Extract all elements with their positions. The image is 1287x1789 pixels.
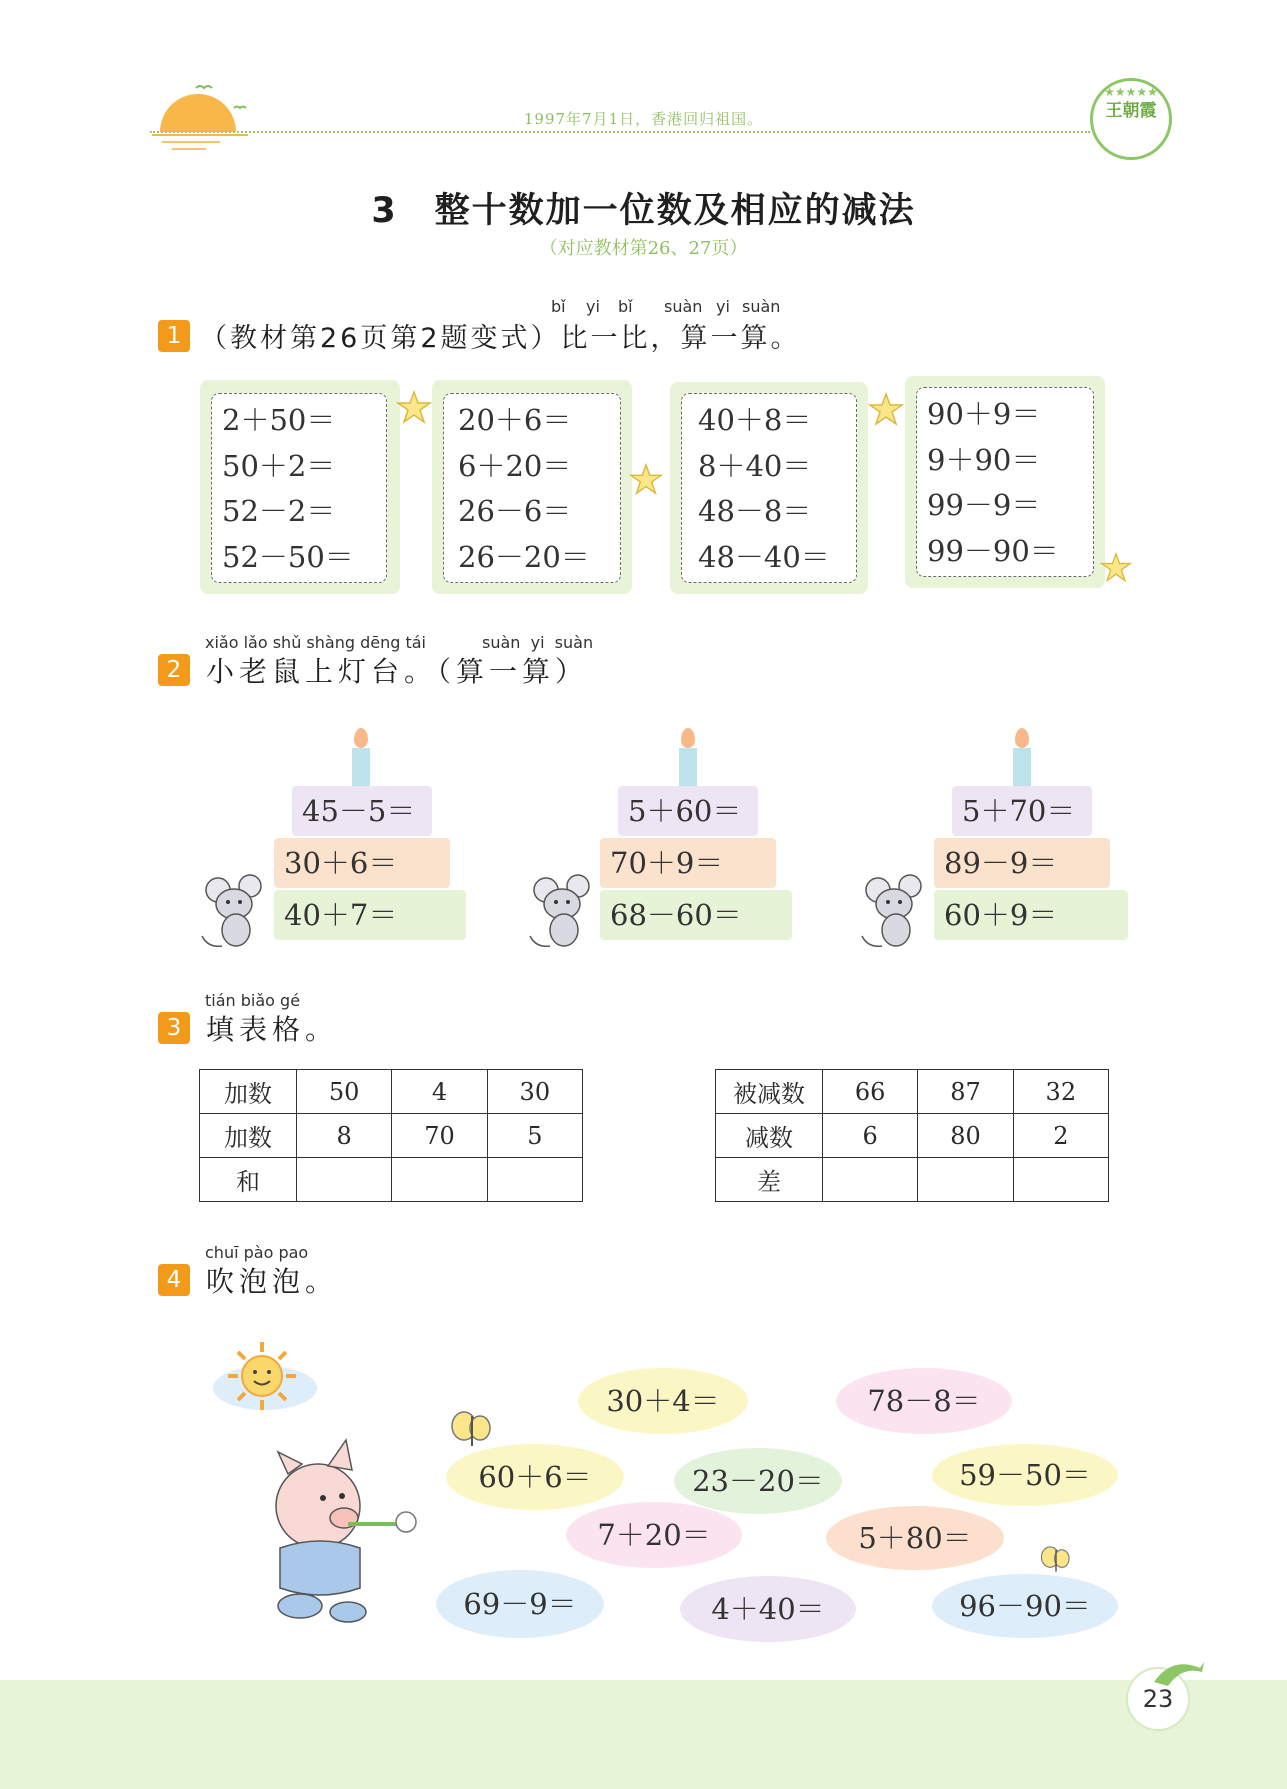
tower-tier: 5＋60＝ xyxy=(618,786,758,836)
equation: 6＋20＝ xyxy=(458,448,572,483)
equation: 2＋50＝ xyxy=(222,403,336,437)
table-cell: 5 xyxy=(487,1114,582,1158)
table-row xyxy=(716,1114,1109,1158)
butterfly-icon xyxy=(1040,1545,1072,1575)
question-number-badge: 2 xyxy=(158,654,190,686)
tower-tier: 70＋9＝ xyxy=(600,838,776,888)
table-row xyxy=(200,1158,583,1202)
q3-pinyin: tián biǎo gé xyxy=(205,991,301,1010)
equation: 20＋6＝ xyxy=(458,403,572,437)
pig-icon xyxy=(248,1436,418,1636)
candle-icon xyxy=(352,748,370,786)
question-number-badge: 4 xyxy=(158,1264,190,1296)
equation: 26－6＝ xyxy=(458,494,572,528)
table-cell: 6 xyxy=(823,1114,918,1158)
equation: 99－9＝ xyxy=(927,488,1041,522)
star-icon xyxy=(396,390,432,426)
butterfly-icon xyxy=(450,1410,494,1450)
footer-band xyxy=(0,1680,1287,1789)
table-row xyxy=(716,1158,1109,1202)
header-banner-text: 1997年7月1日，香港回归祖国。 xyxy=(523,110,764,128)
table-row xyxy=(716,1070,1109,1114)
candle-flame-icon xyxy=(354,728,368,748)
tower-tier: 45－5＝ xyxy=(292,786,432,836)
bubble: 78－8＝ xyxy=(836,1368,1012,1434)
bubble: 30＋4＝ xyxy=(578,1368,748,1434)
row-label: 减数 xyxy=(716,1114,823,1158)
page-number: 23 xyxy=(1126,1667,1190,1731)
table-cell: 30 xyxy=(487,1070,582,1114)
bubble: 23－20＝ xyxy=(674,1448,842,1514)
question-1-text: （教材第26页第2题变式）比一比，算一算。 xyxy=(200,323,801,354)
equation: 90＋9＝ xyxy=(927,397,1041,431)
question-number-badge: 1 xyxy=(158,320,190,352)
tower-tier: 5＋70＝ xyxy=(952,786,1092,836)
equation: 52－50＝ xyxy=(222,539,354,574)
candle-flame-icon xyxy=(681,728,695,748)
answer-cell[interactable] xyxy=(392,1158,487,1202)
q2-pinyin: suàn yi suàn xyxy=(482,633,594,652)
answer-cell[interactable] xyxy=(823,1158,918,1202)
answer-cell[interactable] xyxy=(487,1158,582,1202)
equation-group xyxy=(443,393,621,583)
equation: 48－40＝ xyxy=(698,539,830,574)
table-cell: 70 xyxy=(392,1114,487,1158)
bubble: 4＋40＝ xyxy=(680,1576,856,1642)
table-cell: 8 xyxy=(297,1114,392,1158)
equation: 99－90＝ xyxy=(927,533,1059,568)
page-title: 3 整十数加一位数及相应的减法 xyxy=(371,191,916,231)
star-icon xyxy=(1100,552,1132,584)
table-cell: 87 xyxy=(918,1070,1013,1114)
equation-group xyxy=(916,387,1094,577)
answer-cell[interactable] xyxy=(297,1158,392,1202)
equation: 9＋90＝ xyxy=(927,442,1041,477)
logo-stars-icon: ★★★★★ xyxy=(1104,85,1158,99)
question-3-text: 填表格。 xyxy=(206,1013,339,1046)
equation: 50＋2＝ xyxy=(222,448,336,483)
equation: 52－2＝ xyxy=(222,494,336,528)
row-label: 被减数 xyxy=(716,1070,823,1114)
row-label: 差 xyxy=(716,1158,823,1202)
star-icon xyxy=(868,392,904,428)
row-label: 和 xyxy=(200,1158,297,1202)
dolphin-icon xyxy=(1150,1658,1206,1692)
equation: 40＋8＝ xyxy=(698,403,812,437)
answer-cell[interactable] xyxy=(918,1158,1013,1202)
pinyin-syllable: yi xyxy=(716,297,730,316)
candle-icon xyxy=(679,748,697,786)
equation-group xyxy=(681,393,857,583)
answer-cell[interactable] xyxy=(1013,1158,1108,1202)
page-subtitle: （对应教材第26、27页） xyxy=(539,238,748,259)
logo-text: 王朝霞 xyxy=(1105,101,1157,121)
tower-tier: 30＋6＝ xyxy=(274,838,450,888)
table-cell: 80 xyxy=(918,1114,1013,1158)
table-row xyxy=(200,1070,583,1114)
pinyin-syllable: yi xyxy=(586,297,600,316)
sun-icon xyxy=(210,1338,320,1418)
table-cell: 66 xyxy=(823,1070,918,1114)
bubble: 59－50＝ xyxy=(932,1444,1118,1506)
question-4-text: 吹泡泡。 xyxy=(206,1265,339,1298)
table-row xyxy=(200,1114,583,1158)
bubble: 7＋20＝ xyxy=(566,1502,742,1568)
mouse-icon xyxy=(858,872,938,952)
table-cell: 4 xyxy=(392,1070,487,1114)
equation-group xyxy=(211,393,387,583)
mouse-icon xyxy=(198,872,278,952)
question-2-text: 小老鼠上灯台。（算一算） xyxy=(206,655,589,688)
bubble: 69－9＝ xyxy=(436,1570,604,1638)
equation: 8＋40＝ xyxy=(698,448,812,483)
bubble: 60＋6＝ xyxy=(446,1444,624,1510)
brand-logo xyxy=(1090,78,1172,160)
subtraction-table xyxy=(715,1069,1109,1202)
tower-tier: 89－9＝ xyxy=(934,838,1110,888)
bubble: 96－90＝ xyxy=(932,1574,1118,1638)
pinyin-syllable: suàn xyxy=(742,297,781,316)
q4-pinyin: chuī pào pao xyxy=(205,1243,309,1262)
candle-icon xyxy=(1013,748,1031,786)
table-cell: 50 xyxy=(297,1070,392,1114)
row-label: 加数 xyxy=(200,1114,297,1158)
row-label: 加数 xyxy=(200,1070,297,1114)
equation: 48－8＝ xyxy=(698,494,812,528)
table-cell: 32 xyxy=(1013,1070,1108,1114)
pinyin-syllable: suàn xyxy=(664,297,703,316)
candle-flame-icon xyxy=(1015,728,1029,748)
tower-tier: 68－60＝ xyxy=(600,890,792,940)
tower-tier: 40＋7＝ xyxy=(274,890,466,940)
equation: 26－20＝ xyxy=(458,539,590,574)
addition-table xyxy=(199,1069,583,1202)
star-icon xyxy=(629,463,663,497)
question-number-badge: 3 xyxy=(158,1012,190,1044)
mouse-icon xyxy=(526,872,606,952)
pinyin-syllable: bǐ xyxy=(618,297,633,316)
q2-pinyin: xiǎo lǎo shǔ shàng dēng tái xyxy=(205,633,426,652)
header-divider xyxy=(150,131,1090,133)
pinyin-syllable: bǐ xyxy=(551,297,566,316)
tower-tier: 60＋9＝ xyxy=(934,890,1128,940)
q1-pinyin xyxy=(548,297,788,317)
bubble: 5＋80＝ xyxy=(826,1506,1004,1570)
table-cell: 2 xyxy=(1013,1114,1108,1158)
